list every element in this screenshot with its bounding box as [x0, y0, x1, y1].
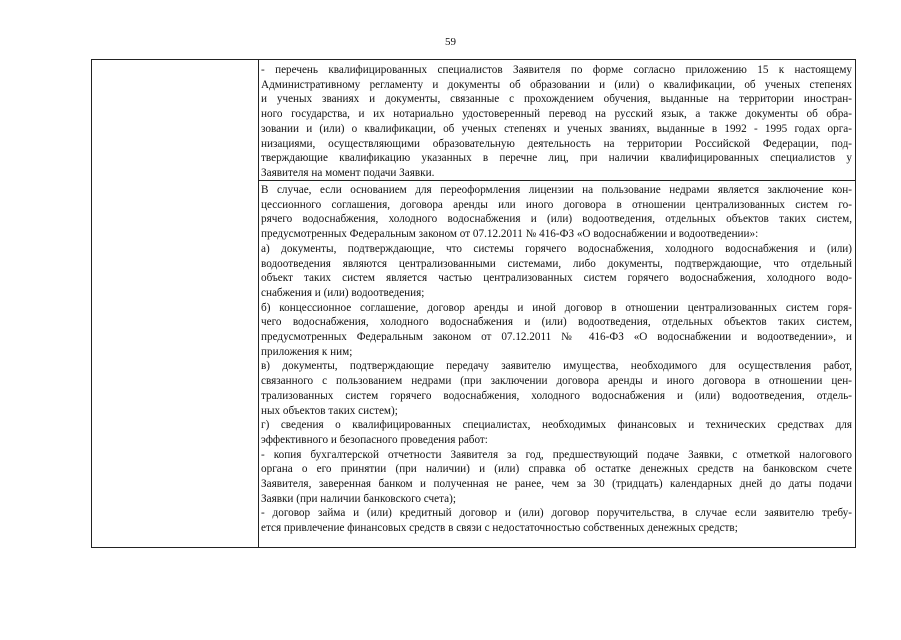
text-line: зовании и (или) о квалификации, об ученых степенях и ученых званиях, выданные в 1992 - 1995 годах орга-: [261, 122, 852, 135]
text-line: - перечень квалифицированных специалистов Заявителя по форме согласно приложению 15 к настоящему: [261, 64, 852, 76]
text-line: Заявителя на момент подачи Заявки.: [261, 166, 435, 179]
text-line: и ученых званиях и документы, связанные с прохождением обучения, выданные на территории иностран-: [261, 93, 852, 106]
text-line: в) документы, подтверждающие передачу заявителю имущества, необходимого для осуществления работ,: [261, 360, 852, 373]
text-line: тверждающие квалификацию указанных в перечне лиц, при наличии квалифицированных специалистов у: [261, 152, 852, 165]
text-line: б) концессионное соглашение, договор аренды и иной договор в отношении централизованных систем горя-: [261, 301, 852, 314]
text-line: низациями, осуществляющими образовательную деятельность на территории Российской Федерации, под-: [261, 137, 852, 150]
text-line: В случае, если основанием для переоформления лицензии на пользование недрами является заключение кон-: [261, 184, 852, 196]
text-line: трализованных систем горячего водоснабжения, холодного водоснабжения и (или) водоотведения, отдель-: [261, 389, 852, 402]
page-number: 59: [445, 36, 456, 48]
text-line: ного государства, и их нотариально удостоверенный перевод на русский язык, а также документы об обра-: [261, 108, 852, 121]
text-line: Заявки (при наличии банковского счета);: [261, 492, 456, 505]
document-table: [91, 59, 856, 548]
text-line: эффективного и безопасного проведения работ:: [261, 433, 488, 446]
text-line: чего водоснабжения, холодного водоснабжения и (или) водоотведения, отдельных объектов таких систем,: [261, 316, 852, 329]
text-line: цессионного соглашения, договора аренды или иного договора в отношении централизованных систем го-: [261, 198, 852, 211]
text-line: Административному регламенту и документы об образовании и (или) о квалификации, об ученых степенях: [261, 78, 852, 91]
text-line: Заявителя, заверенная банком и полученная не ранее, чем за 30 (тридцать) календарных дней до даты подачи: [261, 478, 852, 491]
text-line: связанного с пользованием недрами (при заключении договора аренды и иного договора в отношении цен-: [261, 375, 852, 388]
text-line: рячего водоснабжения, холодного водоснабжения и (или) водоотведения, отдельных объектов таких систем,: [261, 213, 852, 226]
text-line: г) сведения о квалифицированных специалистах, необходимых финансовых и технических средствах для: [261, 419, 852, 432]
text-line: снабжения и (или) водоотведения;: [261, 286, 425, 299]
text-line: органа о его принятии (при наличии) и (или) справка об остатке денежных средств на банковском счете: [261, 463, 852, 476]
text-line: предусмотренных Федеральным законом от 07.12.2011 № 416-ФЗ «О водоснабжении и водоотведении», и: [261, 331, 852, 344]
text-line: предусмотренных Федеральным законом от 07.12.2011 № 416-ФЗ «О водоснабжении и водоотведении»:: [261, 228, 759, 241]
text-line: а) документы, подтверждающие, что системы горячего водоснабжения, холодного водоснабжения и (или): [261, 242, 852, 255]
text-line: - договор займа и (или) кредитный договор и (или) договор поручительства, в случае если заявителю требу-: [261, 507, 852, 520]
cell-specialists-list: [261, 63, 852, 181]
text-line: ных объектов таких систем);: [261, 404, 398, 417]
text-line: приложения к ним;: [261, 345, 353, 358]
text-line: водоотведения являются централизованными системами, либо документы, подтверждающие, что отдельный: [261, 257, 852, 270]
cell-concession-documents: [261, 183, 852, 536]
text-line: объект таких систем является частью централизованных систем горячего водоснабжения, холодного водо-: [261, 272, 852, 285]
column-divider: [258, 60, 259, 547]
text-line: - копия бухгалтерской отчетности Заявителя за год, предшествующий подаче Заявки, с отметкой налогового: [261, 448, 852, 461]
text-line: ется привлечение финансовых средств в связи с недостаточностью собственных денежных средств;: [261, 522, 738, 535]
